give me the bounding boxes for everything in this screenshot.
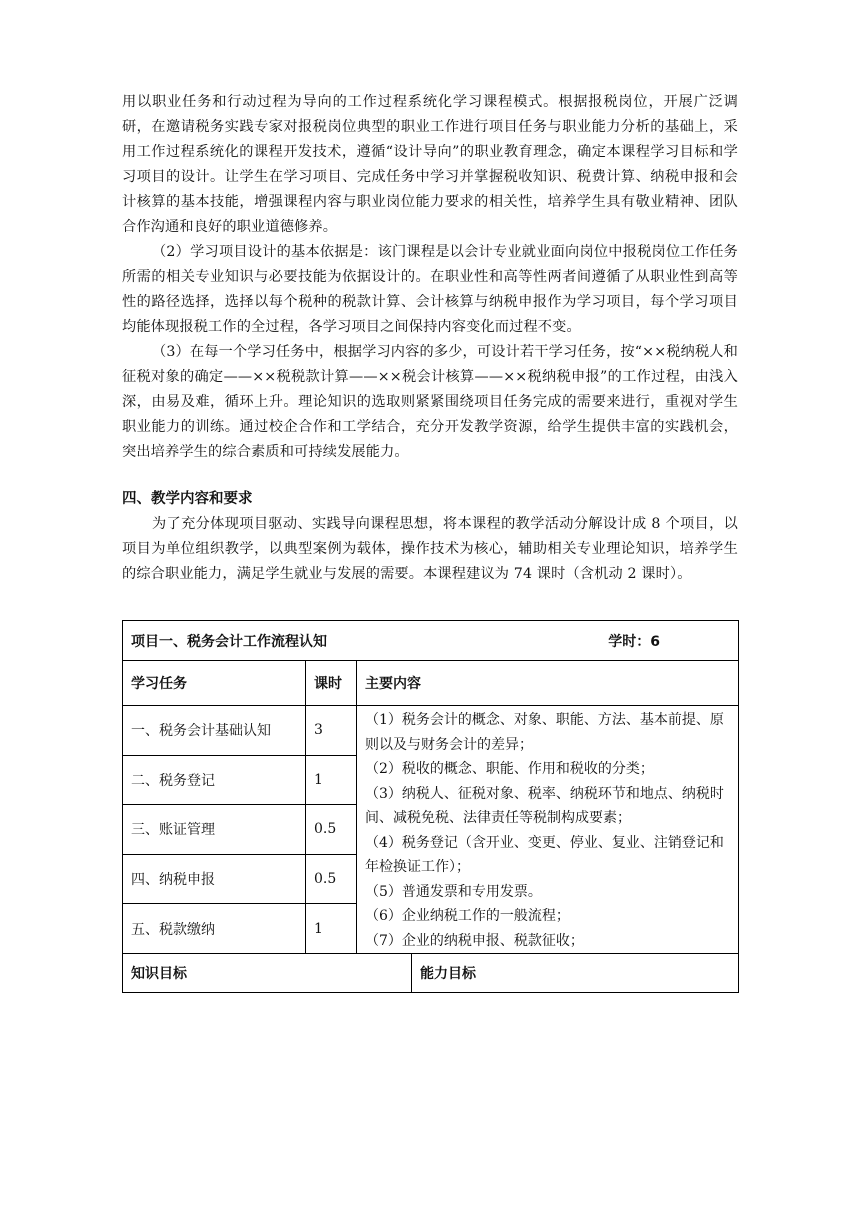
task-hours: 0.5 (306, 854, 357, 904)
content-item: （3）纳税人、征税对象、税率、纳税环节和地点、纳税时间、减税免税、法律责任等税制构成要素； (365, 785, 724, 826)
task-name: 五、税款缴纳 (123, 904, 306, 954)
task-name: 四、纳税申报 (123, 854, 306, 904)
col-task-header: 学习任务 (123, 661, 306, 706)
content-item: （5）普通发票和专用发票。 (365, 883, 542, 900)
column-header-row (123, 661, 739, 706)
task-name: 一、税务会计基础认知 (123, 706, 306, 756)
task-hours: 3 (306, 706, 357, 756)
task-hours: 1 (306, 755, 357, 805)
content-item: （4）税务登记（含开业、变更、停业、复业、注销登记和年检换证工作）； (365, 834, 724, 875)
task-name: 三、账证管理 (123, 805, 306, 855)
content-item: （7）企业的纳税申报、税款征收； (365, 932, 584, 949)
content-item: （6）企业纳税工作的一般流程； (365, 908, 570, 924)
project-hours: 学时：6 (608, 633, 660, 650)
paragraph-1: 用以职业任务和行动过程为导向的工作过程系统化学习课程模式。根据报税岗位，开展广泛调研，在邀请税务实践专家对报税岗位典型的职业工作进行项目任务与职业能力分析的基础上，采用工作过程系统化的课程开发技术，遵循“设计导向”的职业教育理念，确定本课程学习目标和学习项目的设计。让学生在学习项目、完成任务中学习并掌握税收知识、税费计算、纳税申报和会计核算的基本技能，增强课程内容与职业岗位能力要求的相关性，培养学生具有敬业精神、团队合作沟通和良好的职业道德修养。 (122, 94, 738, 235)
col-hours-header: 课时 (306, 661, 357, 706)
ability-goal-header: 能力目标 (412, 954, 739, 993)
table-row (123, 706, 739, 756)
task-hours: 1 (306, 904, 357, 954)
section-heading: 四、教学内容和要求 (122, 491, 253, 507)
task-name: 二、税务登记 (123, 755, 306, 805)
project-header-cell (123, 621, 739, 661)
project-table (122, 620, 739, 993)
project-header-row (123, 621, 739, 661)
paragraph-3: （3）在每一个学习任务中，根据学习内容的多少，可设计若干学习任务，按“××税纳税人和征税对象的确定——××税税款计算——××税会计核算——××税纳税申报”的工作过程，由浅入深，由易及难，循环上升。理论知识的选取则紧紧围绕项目任务完成的需要来进行，重视对学生职业能力的训练。通过校企合作和工学结合，充分开发教学资源，给学生提供丰富的实践机会，突出培养学生的综合素质和可持续发展能力。 (122, 344, 738, 460)
task-hours: 0.5 (306, 805, 357, 855)
content-item: （1）税务会计的概念、对象、职能、方法、基本前提、原则以及与财务会计的差异； (365, 712, 724, 753)
content-item: （2）税收的概念、职能、作用和税收的分类； (365, 761, 654, 777)
paragraph-2: （2）学习项目设计的基本依据是：该门课程是以会计专业就业面向岗位中报税岗位工作任务所需的相关专业知识与必要技能为依据设计的。在职业性和高等性两者间遵循了从职业性到高等性的路径选择，选择以每个税种的税款计算、会计核算与纳税申报作为学习项目，每个学习项目均能体现报税工作的全过程，各学习项目之间保持内容变化而过程不变。 (122, 244, 738, 335)
project-title: 项目一、税务会计工作流程认知 (131, 633, 327, 650)
goal-row (123, 954, 739, 993)
col-content-header: 主要内容 (357, 661, 739, 706)
section-intro: 为了充分体现项目驱动、实践导向课程思想，将本课程的教学活动分解设计成 8 个项目，以项目为单位组织教学，以典型案例为载体，操作技术为核心，辅助相关专业理论知识，培养学生的综合职业能力，满足学生就业与发展的需要。本课程建议为 74 课时（含机动 2 课时）。 (122, 516, 738, 582)
document-body (122, 90, 738, 587)
knowledge-goal-header: 知识目标 (123, 954, 412, 993)
main-content-cell (357, 706, 739, 954)
